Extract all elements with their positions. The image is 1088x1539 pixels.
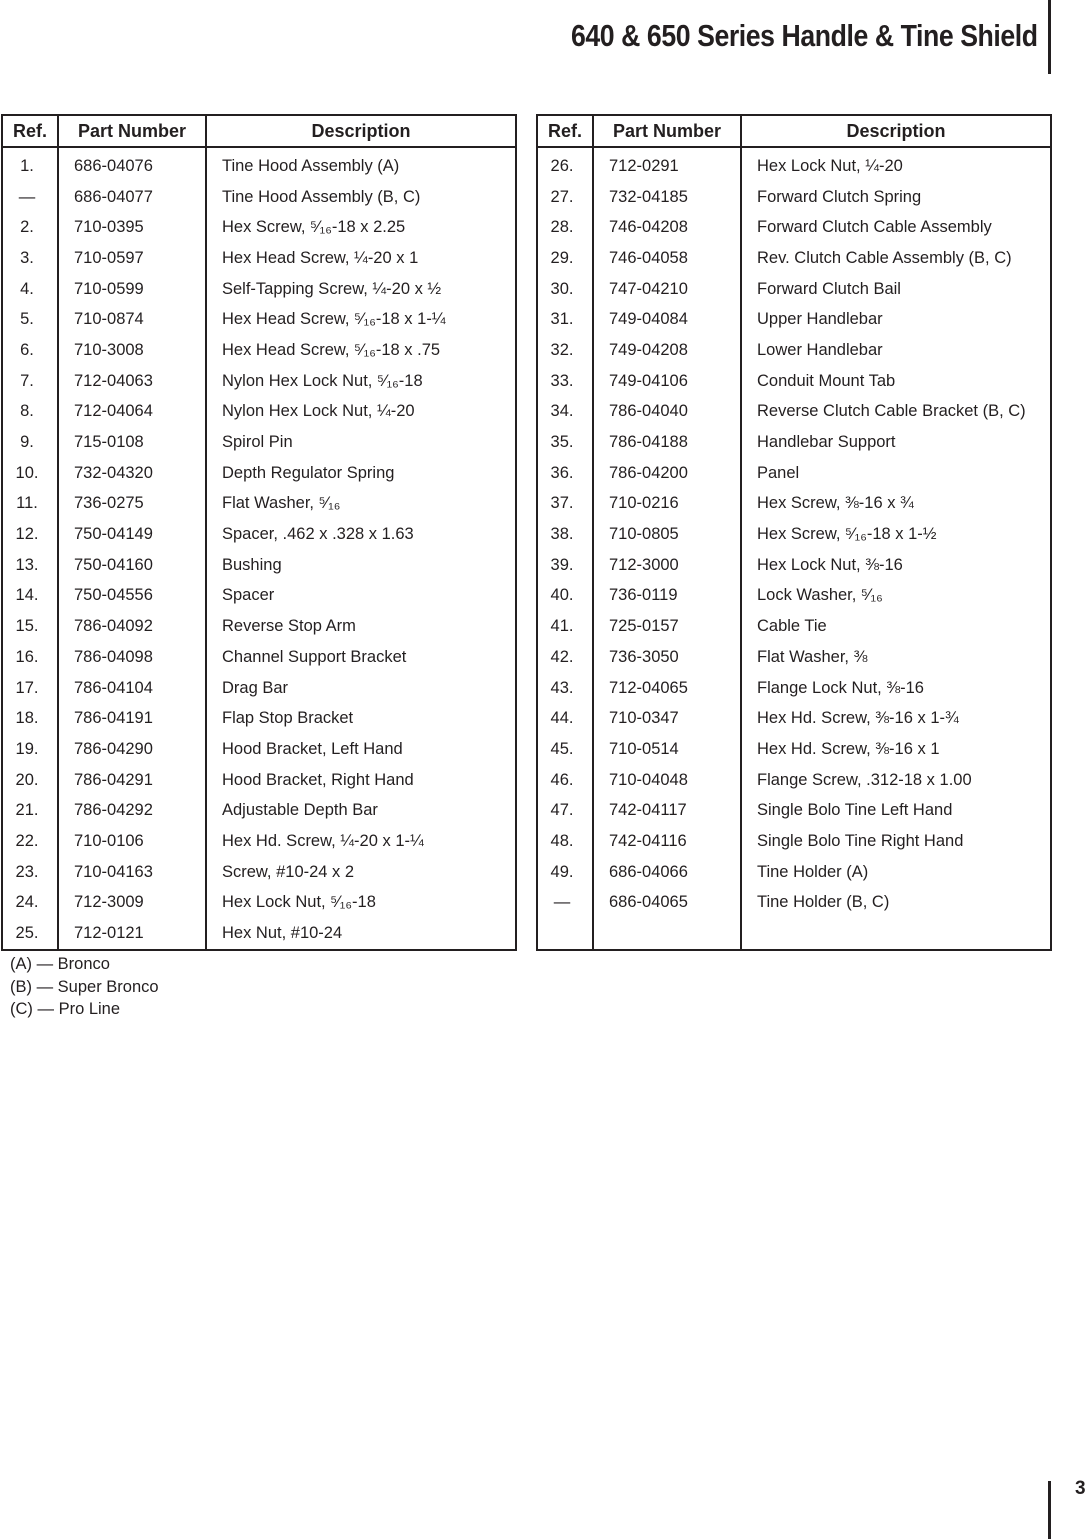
cell-part-number: 710-0347 — [593, 703, 741, 734]
cell-description: Panel — [741, 458, 1051, 489]
cell-description: Nylon Hex Lock Nut, ¼-20 — [206, 397, 516, 428]
cell-description: Upper Handlebar — [741, 304, 1051, 335]
table-row — [537, 918, 1051, 950]
cell-ref: 39. — [550, 555, 574, 574]
cell-ref: 8. — [20, 402, 34, 421]
cell-ref: 22. — [15, 831, 39, 850]
cell-description: Hex Lock Nut, ⁵⁄₁₆-18 — [206, 888, 516, 919]
cell-description: Forward Clutch Bail — [741, 274, 1051, 305]
table-row — [537, 703, 1051, 734]
parts-table-right — [536, 114, 1052, 951]
cell-part-number: 749-04106 — [593, 366, 741, 397]
cell-description: Spacer, .462 x .328 x 1.63 — [206, 519, 516, 550]
cell-part-number: 686-04077 — [58, 182, 206, 213]
cell-part-number: 750-04160 — [58, 550, 206, 581]
cell-ref: 1. — [20, 156, 34, 175]
cell-description: Hex Hd. Screw, ⅜-16 x 1 — [741, 734, 1051, 765]
cell-part-number: 710-0514 — [593, 734, 741, 765]
cell-part-number: 750-04556 — [58, 581, 206, 612]
cell-description: Hex Head Screw, ⁵⁄₁₆-18 x 1-¼ — [206, 304, 516, 335]
cell-ref: 11. — [16, 494, 38, 513]
cell-ref: 12. — [15, 525, 39, 544]
cell-description: Forward Clutch Spring — [741, 182, 1051, 213]
cell-part-number: 736-0119 — [593, 581, 741, 612]
cell-ref: 32. — [550, 340, 574, 359]
header-description: Description — [206, 115, 516, 147]
page-number: 3 — [1075, 1478, 1086, 1499]
cell-ref: 30. — [550, 279, 574, 298]
cell-part-number: 710-04048 — [593, 765, 741, 796]
table-row — [2, 581, 516, 612]
cell-part-number: 786-04291 — [58, 765, 206, 796]
cell-ref: 42. — [550, 647, 574, 666]
table-header-row — [2, 115, 516, 147]
table-row — [537, 550, 1051, 581]
cell-part-number: 746-04208 — [593, 212, 741, 243]
cell-part-number: 732-04185 — [593, 182, 741, 213]
table-row — [2, 243, 516, 274]
table-row — [2, 673, 516, 704]
title-divider-bar — [1048, 0, 1051, 74]
table-row — [2, 212, 516, 243]
header-part-number: Part Number — [58, 115, 206, 147]
cell-description: Hex Hd. Screw, ¼-20 x 1-¼ — [206, 826, 516, 857]
table-row — [537, 888, 1051, 919]
cell-ref: — — [18, 187, 36, 206]
cell-part-number: 686-04076 — [58, 147, 206, 182]
cell-ref: — — [553, 893, 571, 912]
table-row — [2, 888, 516, 919]
table-row — [2, 182, 516, 213]
cell-ref: 48. — [550, 831, 574, 850]
cell-description: Handlebar Support — [741, 427, 1051, 458]
cell-ref: 4. — [20, 279, 34, 298]
cell-part-number: 742-04116 — [593, 826, 741, 857]
cell-part-number: 736-3050 — [593, 642, 741, 673]
cell-ref: 16. — [15, 647, 39, 666]
cell-ref: 3. — [20, 248, 34, 267]
model-legend — [10, 953, 159, 1021]
table-row — [537, 212, 1051, 243]
cell-part-number: 712-0291 — [593, 147, 741, 182]
cell-description: Flat Washer, ⁵⁄₁₆ — [206, 489, 516, 520]
table-row — [2, 458, 516, 489]
cell-description: Tine Hood Assembly (A) — [206, 147, 516, 182]
cell-part-number: 710-0395 — [58, 212, 206, 243]
table-row — [2, 335, 516, 366]
cell-description: Rev. Clutch Cable Assembly (B, C) — [741, 243, 1051, 274]
cell-part-number: 786-04092 — [58, 611, 206, 642]
table-row — [537, 581, 1051, 612]
table-row — [537, 765, 1051, 796]
table-row — [537, 611, 1051, 642]
table-row — [537, 274, 1051, 305]
cell-description: Lock Washer, ⁵⁄₁₆ — [741, 581, 1051, 612]
cell-description: Depth Regulator Spring — [206, 458, 516, 489]
table-row — [2, 795, 516, 826]
cell-ref: 35. — [550, 433, 574, 452]
cell-part-number: 712-3000 — [593, 550, 741, 581]
cell-description: Cable Tie — [741, 611, 1051, 642]
cell-ref: 37. — [550, 494, 574, 513]
table-row — [537, 826, 1051, 857]
cell-description: Tine Holder (B, C) — [741, 888, 1051, 919]
legend-note-c: (C) — Pro Line — [10, 1000, 121, 1018]
cell-ref: 25. — [15, 924, 39, 943]
cell-part-number — [593, 918, 741, 950]
cell-part-number: 786-04200 — [593, 458, 741, 489]
table-row — [2, 489, 516, 520]
cell-description: Hex Screw, ⁵⁄₁₆-18 x 2.25 — [206, 212, 516, 243]
cell-ref: 43. — [550, 678, 574, 697]
cell-part-number: 786-04098 — [58, 642, 206, 673]
cell-description: Hex Head Screw, ¼-20 x 1 — [206, 243, 516, 274]
cell-part-number: 749-04084 — [593, 304, 741, 335]
cell-description: Hex Hd. Screw, ⅜-16 x 1-¾ — [741, 703, 1051, 734]
cell-part-number: 732-04320 — [58, 458, 206, 489]
cell-ref: 19. — [15, 739, 39, 758]
table-row — [537, 458, 1051, 489]
table-row — [537, 642, 1051, 673]
cell-ref: 10. — [15, 463, 39, 482]
cell-part-number: 749-04208 — [593, 335, 741, 366]
table-row — [2, 550, 516, 581]
cell-ref: 26. — [550, 156, 574, 175]
cell-part-number: 712-3009 — [58, 888, 206, 919]
table-header-row — [537, 115, 1051, 147]
table-row — [2, 642, 516, 673]
cell-part-number: 712-04063 — [58, 366, 206, 397]
parts-table-left-body — [2, 147, 516, 950]
header-ref: Ref. — [2, 115, 58, 147]
cell-description — [741, 918, 1051, 950]
cell-description: Reverse Stop Arm — [206, 611, 516, 642]
cell-ref: 5. — [20, 310, 34, 329]
cell-part-number: 710-0216 — [593, 489, 741, 520]
cell-ref: 49. — [550, 862, 574, 881]
cell-ref: 34. — [550, 402, 574, 421]
table-row — [2, 826, 516, 857]
cell-part-number: 710-3008 — [58, 335, 206, 366]
table-row — [537, 366, 1051, 397]
table-row — [2, 519, 516, 550]
cell-description: Adjustable Depth Bar — [206, 795, 516, 826]
table-row — [2, 857, 516, 888]
cell-ref: 40. — [550, 586, 574, 605]
cell-part-number: 725-0157 — [593, 611, 741, 642]
cell-ref: 46. — [550, 770, 574, 789]
cell-ref: 23. — [15, 862, 39, 881]
table-row — [537, 243, 1051, 274]
header-ref: Ref. — [537, 115, 593, 147]
cell-description: Forward Clutch Cable Assembly — [741, 212, 1051, 243]
cell-ref: 17. — [15, 678, 39, 697]
cell-description: Flange Screw, .312-18 x 1.00 — [741, 765, 1051, 796]
table-row — [537, 673, 1051, 704]
cell-description: Hex Lock Nut, ¼-20 — [741, 147, 1051, 182]
table-row — [537, 304, 1051, 335]
cell-ref: 20. — [15, 770, 39, 789]
parts-table-right-body — [537, 147, 1051, 950]
table-row — [537, 335, 1051, 366]
parts-table-left — [1, 114, 517, 951]
cell-description: Hex Nut, #10-24 — [206, 918, 516, 950]
cell-ref: 18. — [15, 709, 39, 728]
cell-part-number: 710-0805 — [593, 519, 741, 550]
cell-part-number: 712-0121 — [58, 918, 206, 950]
cell-part-number: 710-0874 — [58, 304, 206, 335]
cell-ref: 9. — [20, 433, 34, 452]
table-row — [537, 857, 1051, 888]
cell-part-number: 710-04163 — [58, 857, 206, 888]
cell-description: Spirol Pin — [206, 427, 516, 458]
cell-ref: 7. — [20, 371, 34, 390]
cell-part-number: 786-04292 — [58, 795, 206, 826]
cell-part-number: 750-04149 — [58, 519, 206, 550]
cell-description: Nylon Hex Lock Nut, ⁵⁄₁₆-18 — [206, 366, 516, 397]
cell-ref: 44. — [550, 709, 574, 728]
page-number-divider-bar — [1048, 1481, 1051, 1539]
cell-ref — [537, 918, 593, 950]
table-row — [537, 734, 1051, 765]
cell-part-number: 746-04058 — [593, 243, 741, 274]
table-row — [2, 765, 516, 796]
header-part-number: Part Number — [593, 115, 741, 147]
table-row — [2, 274, 516, 305]
cell-description: Single Bolo Tine Right Hand — [741, 826, 1051, 857]
cell-ref: 15. — [15, 617, 39, 636]
cell-part-number: 710-0597 — [58, 243, 206, 274]
cell-description: Hex Head Screw, ⁵⁄₁₆-18 x .75 — [206, 335, 516, 366]
cell-description: Single Bolo Tine Left Hand — [741, 795, 1051, 826]
table-row — [2, 397, 516, 428]
cell-description: Reverse Clutch Cable Bracket (B, C) — [741, 397, 1051, 428]
cell-ref: 27. — [550, 187, 574, 206]
legend-note-a: (A) — Bronco — [10, 955, 110, 973]
cell-description: Spacer — [206, 581, 516, 612]
table-row — [537, 182, 1051, 213]
cell-ref: 2. — [20, 218, 34, 237]
cell-part-number: 786-04104 — [58, 673, 206, 704]
cell-description: Bushing — [206, 550, 516, 581]
cell-description: Flange Lock Nut, ⅜-16 — [741, 673, 1051, 704]
cell-description: Flap Stop Bracket — [206, 703, 516, 734]
cell-ref: 36. — [550, 463, 574, 482]
cell-description: Hood Bracket, Right Hand — [206, 765, 516, 796]
cell-description: Hex Screw, ⁵⁄₁₆-18 x 1-½ — [741, 519, 1051, 550]
cell-ref: 14. — [15, 586, 39, 605]
table-row — [537, 397, 1051, 428]
table-row — [2, 703, 516, 734]
cell-ref: 29. — [550, 248, 574, 267]
cell-description: Hex Screw, ⅜-16 x ¾ — [741, 489, 1051, 520]
cell-part-number: 715-0108 — [58, 427, 206, 458]
cell-part-number: 786-04290 — [58, 734, 206, 765]
cell-ref: 6. — [20, 340, 34, 359]
table-row — [537, 519, 1051, 550]
cell-part-number: 742-04117 — [593, 795, 741, 826]
cell-ref: 45. — [550, 739, 574, 758]
page-title: 640 & 650 Series Handle & Tine Shield — [571, 18, 1038, 53]
cell-description: Hood Bracket, Left Hand — [206, 734, 516, 765]
cell-description: Tine Holder (A) — [741, 857, 1051, 888]
cell-part-number: 686-04066 — [593, 857, 741, 888]
cell-description: Screw, #10-24 x 2 — [206, 857, 516, 888]
cell-description: Channel Support Bracket — [206, 642, 516, 673]
cell-ref: 31. — [550, 310, 574, 329]
table-row — [2, 427, 516, 458]
cell-ref: 24. — [15, 893, 39, 912]
table-row — [2, 611, 516, 642]
cell-description: Drag Bar — [206, 673, 516, 704]
cell-ref: 33. — [550, 371, 574, 390]
cell-part-number: 710-0106 — [58, 826, 206, 857]
cell-ref: 13. — [15, 555, 39, 574]
cell-part-number: 786-04040 — [593, 397, 741, 428]
table-row — [537, 147, 1051, 182]
cell-ref: 47. — [550, 801, 574, 820]
table-row — [537, 427, 1051, 458]
cell-description: Lower Handlebar — [741, 335, 1051, 366]
cell-ref: 28. — [550, 218, 574, 237]
table-row — [2, 918, 516, 950]
table-row — [2, 147, 516, 182]
cell-part-number: 686-04065 — [593, 888, 741, 919]
cell-ref: 41. — [550, 617, 574, 636]
table-row — [537, 795, 1051, 826]
cell-ref: 38. — [550, 525, 574, 544]
table-row — [2, 304, 516, 335]
cell-description: Self-Tapping Screw, ¼-20 x ½ — [206, 274, 516, 305]
cell-description: Flat Washer, ⅜ — [741, 642, 1051, 673]
cell-part-number: 747-04210 — [593, 274, 741, 305]
legend-note-b: (B) — Super Bronco — [10, 977, 159, 996]
cell-part-number: 712-04065 — [593, 673, 741, 704]
cell-description: Conduit Mount Tab — [741, 366, 1051, 397]
table-row — [537, 489, 1051, 520]
cell-description: Hex Lock Nut, ⅜-16 — [741, 550, 1051, 581]
cell-part-number: 710-0599 — [58, 274, 206, 305]
table-row — [2, 366, 516, 397]
cell-part-number: 786-04188 — [593, 427, 741, 458]
table-row — [2, 734, 516, 765]
cell-ref: 21. — [15, 801, 39, 820]
cell-part-number: 712-04064 — [58, 397, 206, 428]
cell-part-number: 736-0275 — [58, 489, 206, 520]
cell-description: Tine Hood Assembly (B, C) — [206, 182, 516, 213]
header-description: Description — [741, 115, 1051, 147]
cell-part-number: 786-04191 — [58, 703, 206, 734]
